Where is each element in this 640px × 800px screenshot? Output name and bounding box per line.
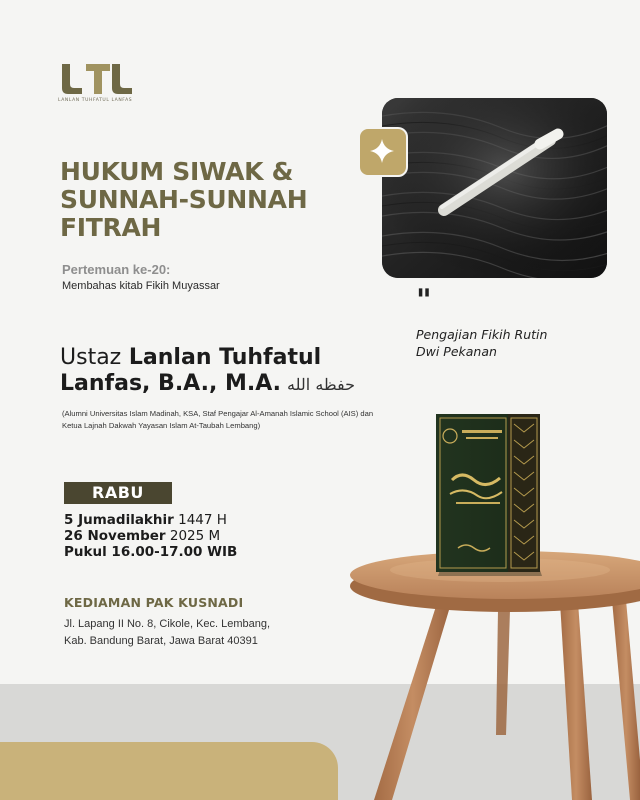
schedule-dates — [64, 512, 237, 560]
quote-line-1: Pengajian Fikih Rutin — [416, 327, 548, 342]
speaker-name — [60, 345, 390, 398]
hijri-year: 1447 H — [178, 512, 227, 528]
gold-accent-block — [0, 742, 338, 800]
hijri-day: 5 Jumadilakhir — [64, 512, 174, 528]
hijri-date — [64, 512, 237, 528]
gregorian-day: 26 November — [64, 528, 166, 544]
speaker-prefix: Ustaz — [60, 345, 122, 370]
speaker-honorific: حفظه الله — [287, 375, 355, 394]
address-line-1: Jl. Lapang II No. 8, Cikole, Kec. Lembang, — [64, 618, 271, 630]
event-title — [60, 158, 360, 242]
event-title-line-3: FITRAH — [60, 213, 162, 242]
day-text: RABU — [92, 483, 144, 502]
gregorian-date — [64, 528, 237, 544]
venue-address — [64, 616, 354, 650]
book-ornament — [440, 418, 537, 568]
event-time: Pukul 16.00-17.00 WIB — [64, 544, 238, 560]
siwak-photo-image — [382, 98, 607, 278]
gregorian-year: 2025 M — [169, 528, 221, 544]
session-description: Membahas kitab Fikih Muyassar — [62, 280, 220, 292]
day-badge — [64, 482, 172, 504]
table-top — [350, 551, 640, 612]
session-label: Pertemuan ke-20: — [62, 262, 171, 277]
brand-logo — [58, 62, 138, 103]
logo-mark-icon — [58, 62, 136, 96]
siwak-photo — [382, 98, 607, 278]
brand-name: LANLAN TUHFATUL LANFAS — [58, 98, 133, 103]
venue-name: KEDIAMAN PAK KUSNADI — [64, 595, 244, 610]
book — [436, 414, 542, 576]
sparkle-badge — [358, 127, 408, 177]
event-title-line-2: SUNNAH-SUNNAH — [60, 185, 308, 214]
quote-text — [416, 326, 616, 360]
sparkle-icon — [360, 129, 406, 175]
speaker-name-line-1: Lanlan Tuhfatul — [128, 345, 322, 370]
event-title-line-1: HUKUM SIWAK & — [60, 157, 294, 186]
speaker-name-line-2: Lanfas, B.A., M.A. — [60, 371, 282, 396]
speaker-bio: (Alumni Universitas Islam Madinah, KSA, Staf Pengajar Al-Amanah Islamic School (AIS) dan Ketua Lajnah Dakwah Yayasan Islam At-Taubah Lembang) — [62, 409, 374, 430]
quote-line-2: Dwi Pekanan — [416, 344, 497, 359]
quote-icon: " — [416, 283, 432, 318]
address-line-2: Kab. Bandung Barat, Jawa Barat 40391 — [64, 635, 258, 647]
